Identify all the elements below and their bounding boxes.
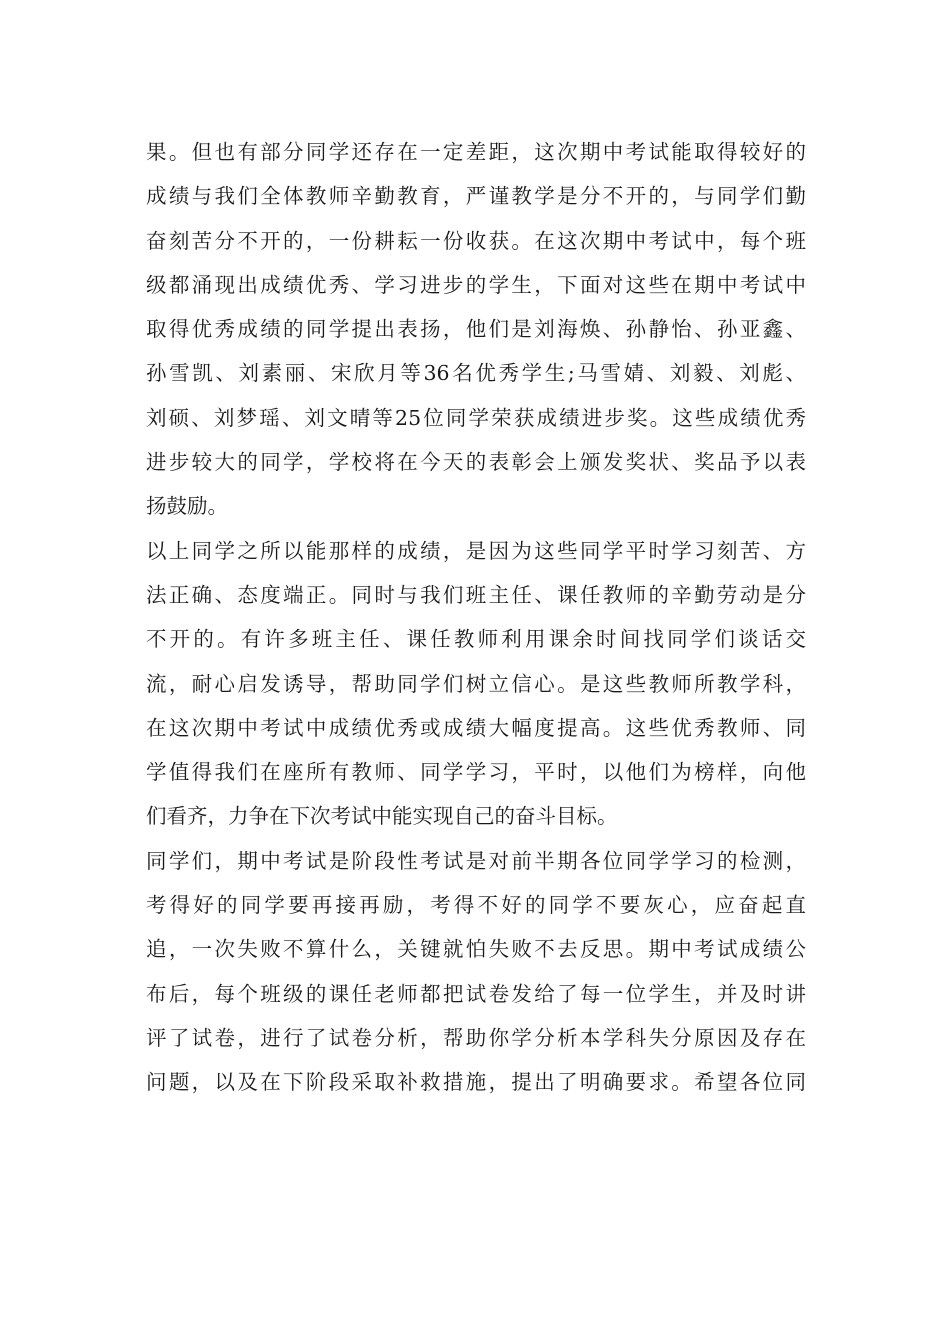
text-line: 果。但也有部分同学还存在一定差距，这次期中考试能取得较好的 <box>146 140 806 164</box>
text-line: 追，一次失败不算什么，关键就怕失败不去反思。期中考试成绩公 <box>146 937 806 962</box>
text-line: 进步较大的同学，学校将在今天的表彰会上颁发奖状、奖品予以表 <box>146 450 806 475</box>
text-line: 法正确、态度端正。同时与我们班主任、课任教师的辛勤劳动是分 <box>146 582 806 607</box>
text-line: 布后，每个班级的课任老师都把试卷发给了每一位学生，并及时讲 <box>146 981 806 1006</box>
text-line: 流，耐心启发诱导，帮助同学们树立信心。是这些教师所教学科， <box>146 671 806 696</box>
text-line: 奋刻苦分不开的，一份耕耘一份收获。在这次期中考试中，每个班 <box>146 228 806 253</box>
paragraph-3 <box>146 839 806 1105</box>
document-body <box>146 130 806 1105</box>
text-line: 问题，以及在下阶段采取补救措施，提出了明确要求。希望各位同 <box>146 1070 806 1095</box>
paragraph-1 <box>146 130 806 529</box>
text-line: 刘硕、刘梦瑶、刘文晴等25位同学荣获成绩进步奖。这些成绩优秀 <box>146 405 806 430</box>
text-line: 评了试卷，进行了试卷分析，帮助你学分析本学科失分原因及存在 <box>146 1025 806 1050</box>
text-line: 考得好的同学要再接再励，考得不好的同学不要灰心，应奋起直 <box>146 893 806 918</box>
text-line: 孙雪凯、刘素丽、宋欣月等36名优秀学生;马雪婧、刘毅、刘彪、 <box>146 361 806 386</box>
paragraph-2 <box>146 529 806 839</box>
text-line: 在这次期中考试中成绩优秀或成绩大幅度提高。这些优秀教师、同 <box>146 715 806 740</box>
text-line: 取得优秀成绩的同学提出表扬，他们是刘海焕、孙静怡、孙亚鑫、 <box>146 317 806 342</box>
text-line: 成绩与我们全体教师辛勤教育，严谨教学是分不开的，与同学们勤 <box>146 184 806 209</box>
text-line: 扬鼓励。 <box>146 494 228 519</box>
text-line: 级都涌现出成绩优秀、学习进步的学生，下面对这些在期中考试中 <box>146 272 806 297</box>
text-line: 们看齐，力争在下次考试中能实现自己的奋斗目标。 <box>146 804 618 829</box>
text-line: 学值得我们在座所有教师、同学学习，平时，以他们为榜样，向他 <box>146 760 806 785</box>
text-line: 同学们，期中考试是阶段性考试是对前半期各位同学学习的检测， <box>146 848 806 873</box>
text-line: 以上同学之所以能那样的成绩，是因为这些同学平时学习刻苦、方 <box>146 538 806 563</box>
text-line: 不开的。有许多班主任、课任教师利用课余时间找同学们谈话交 <box>146 627 806 652</box>
